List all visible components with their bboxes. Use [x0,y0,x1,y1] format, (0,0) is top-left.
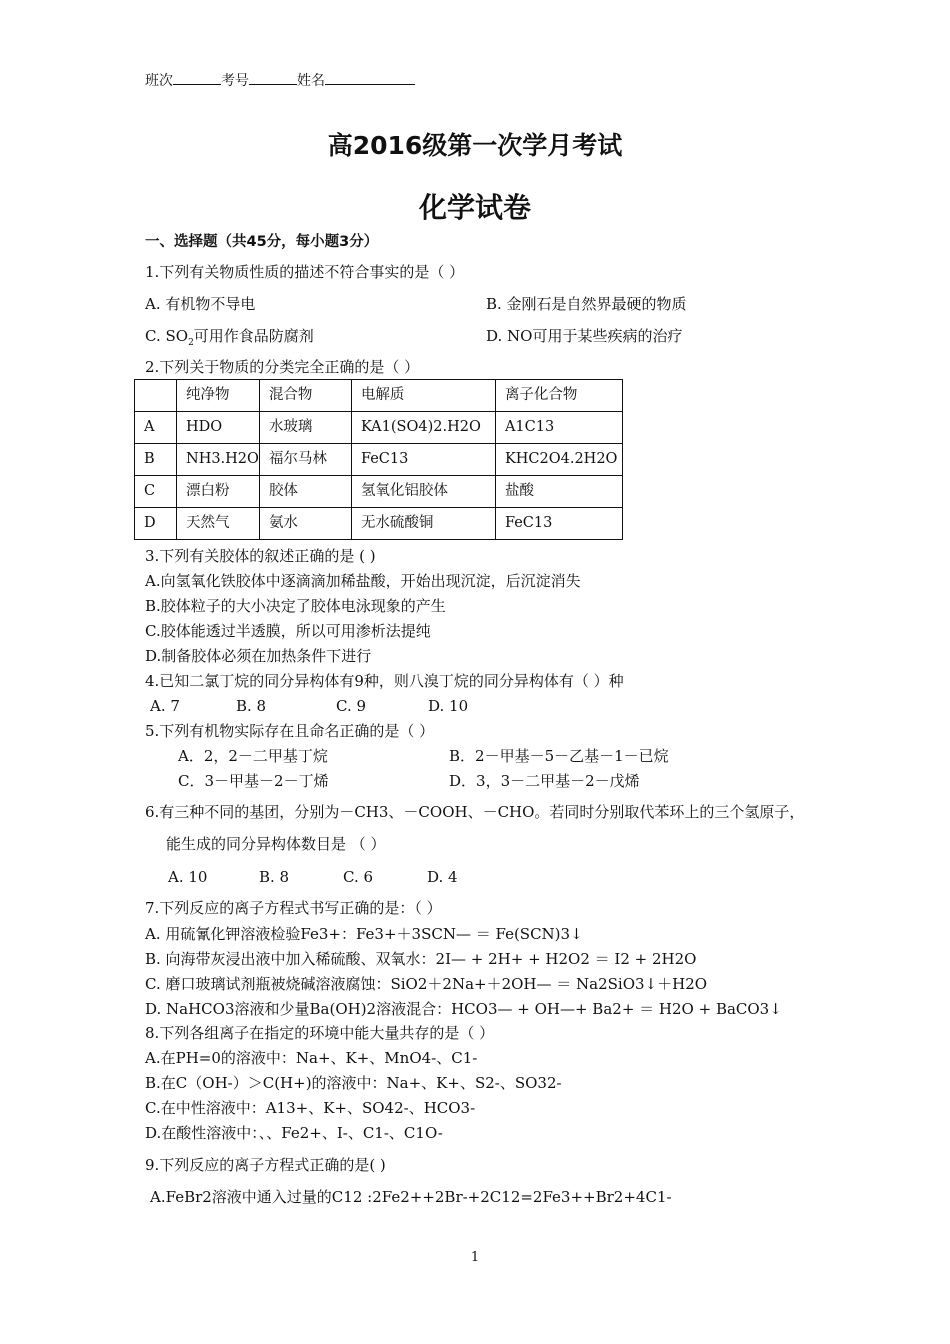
table-cell: 水玻璃 [259,412,351,444]
class-blank[interactable] [173,70,221,85]
student-info-line [145,70,415,90]
q1-stem: 1.下列有关物质性质的描述不符合事实的是（ ） [145,263,465,281]
q3-option-b: B.胶体粒子的大小决定了胶体电泳现象的产生 [145,597,446,615]
q7-option-d: D. NaHCO3溶液和少量Ba(OH)2溶液混合：HCO3— + OH—+ Ba2+ ＝ H2O + BaCO3↓ [145,1000,782,1018]
q3-option-d: D.制备胶体必须在加热条件下进行 [145,647,372,665]
table-cell: C [135,476,177,508]
q5-stem: 5.下列有机物实际存在且命名正确的是（ ） [145,722,435,740]
table-cell: B [135,444,177,476]
table-cell: 福尔马林 [259,444,351,476]
exam-no-label: 考号 [221,73,249,89]
table-cell: KHC2O4.2H2O [495,444,622,476]
q1-option-c-sub: 2 [188,338,194,348]
classification-table [134,379,623,540]
q8-option-a: A.在PH=0的溶液中：Na+、K+、MnO4-、C1- [145,1049,478,1067]
table-cell: 漂白粉 [177,476,260,508]
q4-option-a: A. 7 [150,697,180,715]
q1-option-c-pre: C. SO [145,327,189,345]
q6-option-b: B. 8 [259,868,290,886]
q1-option-c [145,326,314,346]
table-cell: HDO [177,412,260,444]
table-cell: 氨水 [259,508,351,540]
q3-option-a: A.向氢氧化铁胶体中逐滴滴加稀盐酸，开始出现沉淀，后沉淀消失 [145,572,581,590]
name-label: 姓名 [297,73,325,89]
table-cell: 无水硫酸铜 [351,508,495,540]
q6-option-c: C. 6 [343,868,374,886]
q6-option-d: D. 4 [427,868,458,886]
q5-option-b: B．2－甲基－5－乙基－1－已烷 [449,747,669,765]
q9-stem: 9.下列反应的离子方程式正确的是( ) [145,1156,386,1174]
table-cell: 胶体 [259,476,351,508]
table-cell: 天然气 [177,508,260,540]
q1-option-b: B. 金刚石是自然界最硬的物质 [486,295,687,313]
q7-option-b: B. 向海带灰浸出液中加入稀硫酸、双氧水：2I— + 2H+ + H2O2 ＝ I2 + 2H2O [145,950,697,968]
section-heading: 一、选择题（共45分，每小题3分） [145,234,379,250]
table-cell: NH3.H2O [177,444,260,476]
q1-option-a: A. 有机物不导电 [145,295,256,313]
exam-subtitle: 化学试卷 [418,191,531,224]
q1-option-c-post: 可用作食品防腐剂 [193,327,314,345]
table-cell: FeC13 [495,508,622,540]
table-cell: 盐酸 [495,476,622,508]
class-label: 班次 [145,73,173,89]
table-row [135,508,623,540]
q1-option-d: D. NO可用于某些疾病的治疗 [486,327,683,345]
exam-title: 高2016级第一次学月考试 [327,131,623,160]
q5-option-d: D．3，3－二甲基－2－戊烯 [449,772,640,790]
q7-option-a: A. 用硫氰化钾溶液检验Fe3+：Fe3+＋3SCN— ＝ Fe(SCN)3↓ [145,925,583,943]
table-header-cell: 混合物 [259,380,351,412]
table-cell: D [135,508,177,540]
q7-stem: 7.下列反应的离子方程式书写正确的是：（ ） [145,899,442,917]
q6-option-a: A. 10 [168,868,208,886]
q3-stem: 3.下列有关胶体的叙述正确的是 ( ) [145,547,376,565]
q8-option-b: B.在C（OH-）＞C(H+)的溶液中：Na+、K+、S2-、SO32- [145,1074,562,1092]
q4-option-c: C. 9 [336,697,367,715]
table-row [135,444,623,476]
page-number: 1 [470,1250,480,1265]
table-header-row [135,380,623,412]
exam-no-blank[interactable] [249,70,297,85]
q7-option-c: C. 磨口玻璃试剂瓶被烧碱溶液腐蚀：SiO2＋2Na+＋2OH— ＝ Na2SiO3↓＋H2O [145,975,708,993]
table-cell: 氢氧化铝胶体 [351,476,495,508]
table-header-cell: 纯净物 [177,380,260,412]
q8-option-d: D.在酸性溶液中：、、Fe2+、I-、C1-、C1O- [145,1124,443,1142]
table-header-cell: 离子化合物 [495,380,622,412]
q4-option-b: B. 8 [236,697,267,715]
q5-option-c: C．3－甲基－2－丁烯 [178,772,329,790]
q4-option-d: D. 10 [428,697,469,715]
table-cell: FeC13 [351,444,495,476]
q6-stem: 6.有三种不同的基团，分别为－CH3、－COOH、－CHO。若同时分别取代苯环上的三个氢原子， [145,803,805,821]
table-row [135,412,623,444]
q9-option-a: A.FeBr2溶液中通入过量的C12 :2Fe2++2Br-+2C12=2Fe3++Br2+4C1- [150,1188,672,1206]
table-cell: A1C13 [495,412,622,444]
q8-option-c: C.在中性溶液中：A13+、K+、SO42-、HCO3- [145,1099,476,1117]
table-row [135,476,623,508]
q8-stem: 8.下列各组离子在指定的环境中能大量共存的是（ ） [145,1024,495,1042]
q6-stem-continued: 能生成的同分异构体数目是 （ ） [166,835,386,853]
q3-option-c: C.胶体能透过半透膜，所以可用渗析法提纯 [145,622,431,640]
name-blank[interactable] [325,70,415,85]
table-cell: KA1(SO4)2.H2O [351,412,495,444]
table-cell: A [135,412,177,444]
q4-stem: 4.已知二氯丁烷的同分异构体有9种，则八溴丁烷的同分异构体有（ ）种 [145,672,624,690]
table-header-cell [135,380,177,412]
q5-option-a: A．2，2－二甲基丁烷 [178,747,328,765]
q2-stem: 2.下列关于物质的分类完全正确的是（ ） [145,358,420,376]
table-header-cell: 电解质 [351,380,495,412]
